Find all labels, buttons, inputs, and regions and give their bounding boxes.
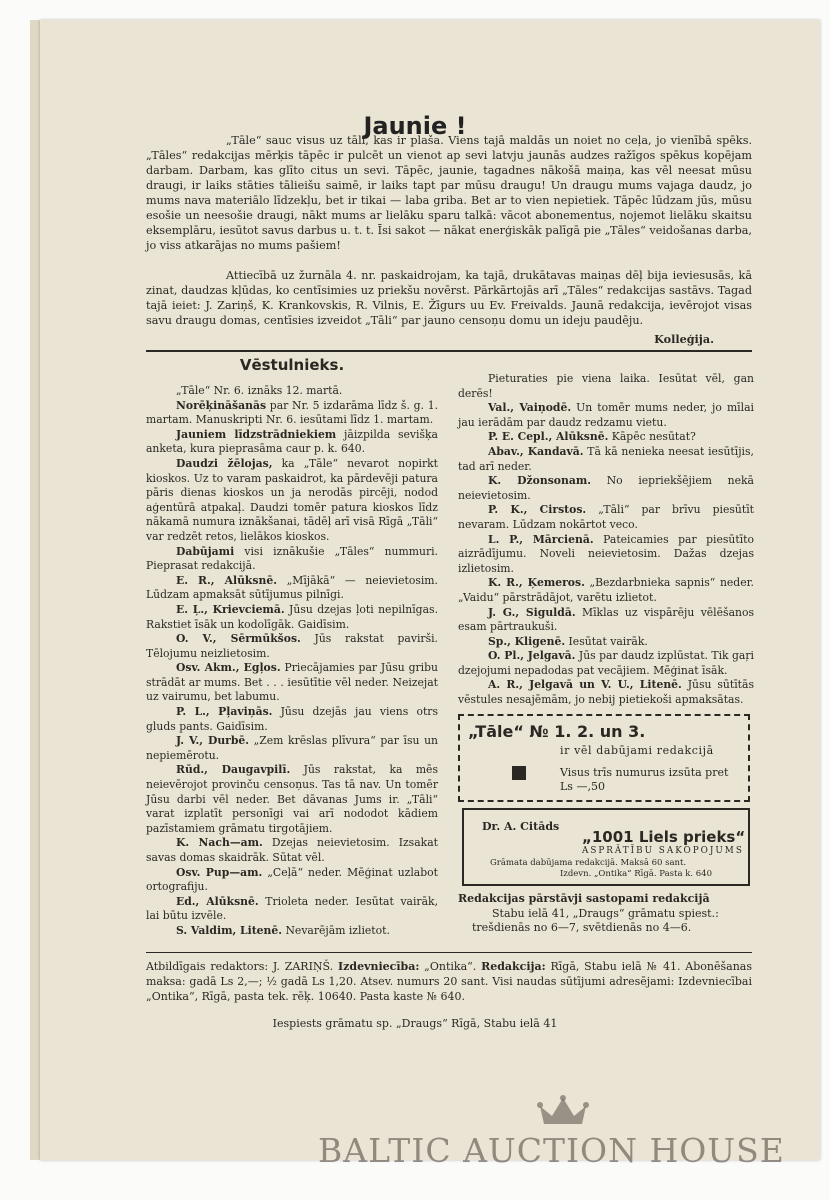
letter-recipient: K. Džonsonam.	[488, 474, 592, 488]
intro-paragraph-2: Attiecībā uz žurnāla 4. nr. paskaidrojam, ka tajā, drukātavas maiņas dēļ bija ieviesusās, kā zinat, daudzas kļūdas, ko centīsimies uz priekšu novērst. Pārkārtojās arī „Tāles“ redakcijas sastāvs. Tagad tajā ieiet: J. Zariņš, K. Krankovskis, R. Vilnis, E. Žīgurs uu Ev. Freivalds. Jaunā redakcija, ievērojot visas savu draugu domas, centīsies izveidot „Tāli“ par jauno censoņu domu un ideju paudēju.	[146, 269, 752, 327]
letter-recipient: Sp., Kligenē.	[488, 634, 566, 648]
letter-entry	[146, 836, 438, 865]
publisher-label: Izdevniecība:	[337, 960, 420, 973]
section-rule	[146, 350, 752, 352]
letter-recipient: P. L., Pļaviņās.	[176, 705, 273, 719]
letter-entry	[458, 445, 754, 474]
book-price-note: Grāmata dabūjama redakcijā. Maksā 60 sant.	[490, 858, 687, 868]
letter-text: Jūsu sūtītās vēstules nesajēmām, jo nebij pietiekoši apmaksātas.	[458, 678, 754, 707]
letter-text: Pateicamies par piesūtīto aizrādījumu. Noveli neievietosim. Dažas dzejas izlietosim.	[458, 532, 754, 575]
subscription-label: Abonēšanas maksa:	[146, 960, 752, 988]
letter-recipient: Jauniem līdzstrādniekiem	[176, 427, 337, 441]
letter-recipient: Daudzi žēlojas,	[176, 456, 273, 470]
letter-entry	[146, 632, 438, 661]
letter-entry	[458, 576, 754, 605]
signature: Kolleģija.	[654, 332, 714, 346]
letter-entry	[458, 372, 754, 401]
letter-entry	[458, 474, 754, 503]
crown-icon	[536, 1094, 590, 1128]
imprint-rule	[146, 952, 752, 953]
publisher-value: „Ontika“.	[419, 960, 482, 973]
letter-text: Jūsu dzejās jau viens otrs gluds pants. Gaidīsim.	[146, 705, 438, 733]
letter-text: „Bezdarbnieka sapnis“ neder. „Vaidu“ pārstrādājot, varētu izlietot.	[458, 576, 754, 604]
section-title: Vēstulnieks.	[239, 356, 345, 374]
letters-list-right	[458, 372, 754, 708]
letter-recipient: A. R., Jelgavā un V. U., Litenē.	[488, 678, 682, 692]
letter-recipient: Norēķināšanās	[176, 398, 267, 412]
letter-entry	[458, 533, 754, 577]
book-subtitle: ASPRĀTĪBU SAKOPOJUMS	[582, 846, 744, 856]
letter-recipient: L. P., Mārcienā.	[488, 532, 594, 546]
letter-recipient: Val., Vaiņodē.	[488, 401, 572, 415]
intro-paragraph-1: „Tāle“ sauc visus uz tāli, kas ir plaša. Viens tajā maldās un noiet no ceļa, jo vienībā spēks. „Tāles“ redakcijas mērķis tāpēc ir pulcēt un vienot ap sevi latvju jaunās audzes ražīgos spēkus kopējam darbam. Darbam, kas glīto citus un sevi. Tāpēc, jaunie, tagadnes nākošā maiņa, kas vēl neesat mūsu draugi, ir laiks stāties tālieišu saimē, ir laiks tapt par mūsu draugu! Un draugu mums vajaga daudz, jo mums nava materiālo līdzekļu, bet ir tikai — laba griba. Bet ar to vien nepietiek. Tāpēc lūdzam jūs, mūsu esošie un neesošie draugi, nākt mums ar lielāku sparu talkā: vācot abonementus, nojemot lielāku skaitsu eksemplāru, iesūtot savus darbus u. t. t. Īsi sakot — nākat enerģiskāk palīgā pie „Tāles“ veidošanas darba, jo viss atkarājas no mums pašiem!	[146, 134, 752, 252]
letter-entry	[146, 763, 438, 836]
imprint	[146, 960, 752, 1004]
letter-text: „Mījākā“ — neievietosim. Lūdzam apmaksāt sūtījumus pilnīgi.	[146, 573, 438, 602]
letter-text: Priecājamies par Jūsu gribu strādāt ar mums. Bet . . . iesūtītie vēl neder. Neizejat uz vairumu, bet labumu.	[146, 661, 438, 704]
subscription-value: gadā Ls 2,—; ½ gadā Ls 1,20. Atsev. numurs 20 sant. Visi naudas sūtījumi adresējami: Izdevniecībai „Ontika“, Rīgā, pasta tek. rēķ. 10640. Pasta kaste № 640.	[146, 974, 752, 1003]
letter-text: Mīklas uz vispārēju vēlēšanos esam pārtraukuši.	[458, 605, 755, 634]
letter-text: Nevarējām izlietot.	[282, 923, 390, 937]
letters-column-right	[458, 372, 754, 708]
letter-text: No iepriekšējiem nekā neievietosim.	[458, 474, 754, 502]
letter-text: visi iznākušie „Tāles“ nummuri. Pieprasat redakcijā.	[146, 544, 438, 573]
letter-entry	[146, 545, 438, 574]
letter-text: Kāpēc nesūtat?	[608, 430, 696, 444]
office-value: Rīgā, Stabu ielā № 41.	[545, 960, 681, 973]
editor-value: J. ZARIŅŠ.	[268, 960, 338, 973]
letter-text: jāizpilda sevišķa anketa, kura pieprasāma caur p. k. 640.	[146, 427, 438, 456]
letter-entry	[146, 895, 438, 924]
letter-text: Dzejas neievietosim. Izsakat savas domas skaidrāk. Sūtat vēl.	[146, 836, 438, 864]
back-issues-availability: ir vēl dabūjami redakcijā	[560, 744, 714, 757]
letter-entry	[458, 401, 754, 430]
headline: Jaunie !	[363, 112, 467, 140]
letter-recipient: O. V., Sērmūkšos.	[176, 632, 301, 646]
back-issues-ad	[458, 714, 750, 802]
letters-list-left	[146, 384, 438, 939]
letter-entry	[146, 603, 438, 632]
letter-entry	[458, 430, 754, 445]
letter-recipient: E. Ļ., Krievciemā.	[176, 602, 285, 616]
book-author: Dr. A. Citāds	[482, 820, 560, 833]
letter-text: ka „Tāle“ nevarot nopirkt kioskos. Uz to varam paskaidrot, ka pārdevēji patura pāris dienas kioskos un ja nerodās pircēji, nodod aģentūrā atpakaļ. Daudzi tomēr patura kioskos līdz nākamā numura iznākšanai, tādēļ arī visā Rīgā „Tāli“ var redzēt retos, lielākos kioskos.	[146, 456, 438, 543]
watermark: BALTIC AUCTION HOUSE	[318, 1131, 785, 1170]
letter-text: Iesūtat vairāk.	[565, 634, 648, 648]
letter-text: Jūs rakstat, ka mēs neievērojot provinču censoņus. Tas tā nav. Un tomēr Jūsu darbi vēl neder. Bet dāvanas Jums ir. „Tāli“ varat izplatīt personīgi vai arī nododot kādiem pazīstamiem grāmatu tirgotājiem.	[146, 763, 438, 835]
letter-recipient: K. Nach—am.	[176, 836, 263, 850]
letter-recipient: K. R., Ķemeros.	[488, 576, 585, 590]
letter-recipient: O. Pl., Jelgavā.	[488, 649, 576, 663]
letter-recipient: J. G., Siguldā.	[488, 605, 576, 619]
letter-entry	[458, 635, 754, 650]
letter-recipient: Osv. Akm., Egļos.	[176, 661, 281, 675]
letter-recipient: Dabūjami	[176, 544, 235, 558]
letter-entry	[146, 866, 438, 895]
letter-recipient: Ed., Alūksnē.	[176, 894, 259, 908]
letter-entry	[146, 399, 438, 428]
office-label: Redakcija:	[481, 960, 546, 973]
book-title: „1001 Liels prieks“	[582, 828, 746, 846]
office-hours-title: Redakcijas pārstāvji sastopami redakcijā	[458, 892, 710, 905]
letter-text: „Tāle“ Nr. 6. iznāks 12. martā.	[176, 384, 343, 397]
letter-entry	[458, 678, 754, 707]
letter-recipient: S. Valdim, Litenē.	[176, 923, 283, 937]
printer-note: Iespiests grāmatu sp. „Draugs“ Rīgā, Stabu ielā 41	[272, 1017, 558, 1030]
letter-recipient: P. E. Cepl., Alūksnē.	[488, 430, 609, 444]
letters-column-left	[146, 358, 438, 939]
letter-recipient: Abav., Kandavā.	[488, 444, 584, 458]
book-ad	[462, 808, 750, 886]
back-issues-title: „Tāle“ № 1. 2. un 3.	[468, 722, 646, 741]
letter-recipient: E. R., Alūksnē.	[176, 573, 277, 587]
editor-label: Atbildīgais redaktors:	[146, 960, 269, 973]
office-hours-line-2: trešdienās no 6—7, svētdienās no 4—6.	[472, 921, 692, 935]
letter-text: Jūsu dzejas ļoti nepilnīgas. Rakstiet īsāk un kodolīgāk. Gaidīsim.	[146, 602, 438, 631]
bullet-square-icon	[512, 766, 526, 780]
letter-entry	[146, 924, 438, 939]
letter-entry	[458, 649, 754, 678]
letter-text: „Zem krēslas plīvura“ par īsu un nepiemērotu.	[146, 734, 438, 762]
letter-entry	[146, 661, 438, 705]
letter-text: par Nr. 5 izdarāma līdz š. g. 1. martam. Manuskripti Nr. 6. iesūtami līdz 1. martam.	[146, 398, 438, 427]
letter-text: Trioleta neder. Iesūtat vairāk, lai būtu izvēle.	[146, 894, 439, 923]
letter-recipient: Osv. Pup—am.	[176, 865, 263, 879]
letter-entry	[146, 574, 438, 603]
letter-text: Tā kā nenieka neesat iesūtījis, tad arī neder.	[458, 444, 754, 473]
letter-recipient: J. V., Durbē.	[176, 734, 250, 748]
letter-text: Jūs rakstat pavirši. Tēlojumu neizlietosim.	[146, 632, 438, 660]
letter-text: Jūs par daudz izplūstat. Tik gaŗi dzejojumi nepadodas pat vecājiem. Mēģinat īsāk.	[458, 649, 754, 677]
letter-recipient: P. K., Cirstos.	[488, 503, 587, 517]
letter-text: „Ceļā“ neder. Mēģinat uzlabot ortografiju.	[146, 865, 438, 894]
office-hours-line-1: Stabu ielā 41, „Draugs“ grāmatu spiest.:	[492, 906, 719, 920]
letter-entry	[458, 503, 754, 532]
letter-entry	[458, 606, 754, 635]
letter-text: Pieturaties pie viena laika. Iesūtat vēl, gan derēs!	[458, 372, 754, 400]
letter-entry	[146, 457, 438, 545]
book-publisher-note: Izdevn. „Ontika“ Rīgā. Pasta k. 640	[560, 869, 712, 879]
letter-entry	[146, 384, 438, 399]
office-hours-notice	[458, 892, 754, 936]
letter-text: „Tāli“ par brīvu piesūtīt nevaram. Lūdzam nokārtot veco.	[458, 503, 754, 531]
letter-entry	[146, 428, 438, 457]
letter-entry	[146, 705, 438, 734]
letter-recipient: Rūd., Daugavpilī.	[176, 763, 291, 777]
back-issues-price: Visus trīs numurus izsūta pret Ls —,50	[560, 766, 729, 793]
letter-entry	[146, 734, 438, 763]
letter-text: Un tomēr mums neder, jo mīlai jau ierādām par daudz redzamu vietu.	[458, 401, 754, 429]
